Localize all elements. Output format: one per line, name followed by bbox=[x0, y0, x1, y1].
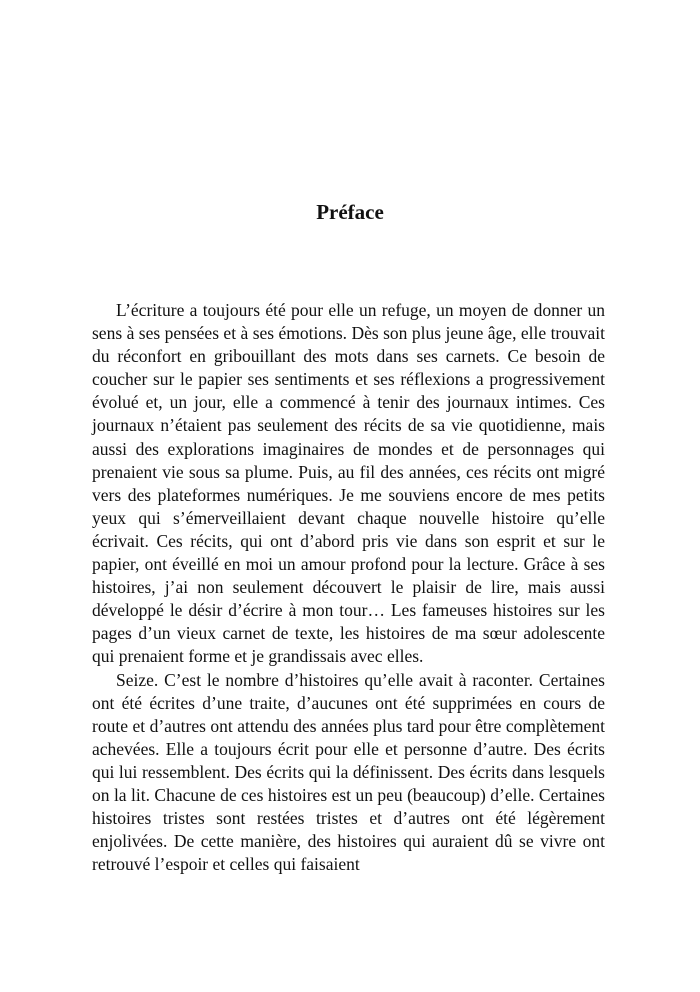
paragraph-2: Seize. C’est le nombre d’histoires qu’elle avait à raconter. Certaines ont été écrites d’une traite, d’aucunes ont été supprimées en cours de route et d’autres ont attendu des années plus tard pour être complètement achevées. Elle a toujours écrit pour elle et personne d’autre. Des écrits qui lui ressemblent. Des écrits qui la définissent. Des écrits dans lesquels on la lit. Chacune de ces histoires est un peu (beaucoup) d’elle. Certaines histoires tristes sont restées tristes et d’autres ont été légèrement enjolivées. De cette manière, des histoires qui auraient dû se vivre ont retrouvé l’espoir et celles qui faisaient bbox=[92, 669, 605, 875]
paragraph-1: L’écriture a toujours été pour elle un refuge, un moyen de donner un sens à ses pensées et à ses émotions. Dès son plus jeune âge, elle trouvait du réconfort en gribouillant des mots dans ses carnets. Ce besoin de coucher sur le papier ses sentiments et ses réflexions a progressivement évolué et, un jour, elle a commencé à tenir des journaux intimes. Ces journaux n’étaient pas seulement des récits de sa vie quotidienne, mais aussi des explorations imaginaires de mondes et de personnages qui prenaient vie sous sa plume. Puis, au fil des années, ces récits ont migré vers des plateformes numériques. Je me souviens encore de mes petits yeux qui s’émerveillaient devant chaque nouvelle histoire qu’elle écrivait. Ces récits, qui ont d’abord pris vie dans son esprit et sur le papier, ont éveillé en moi un amour profond pour la lecture. Grâce à ses histoires, j’ai non seulement découvert le plaisir de lire, mais aussi développé le désir d’écrire à mon tour… Les fameuses histoires sur les pages d’un vieux carnet de texte, les histoires de ma sœur adolescente qui prenaient forme et je grandissais avec elles. bbox=[92, 300, 605, 667]
page-title: Préface bbox=[316, 200, 384, 224]
body-text bbox=[92, 299, 605, 876]
